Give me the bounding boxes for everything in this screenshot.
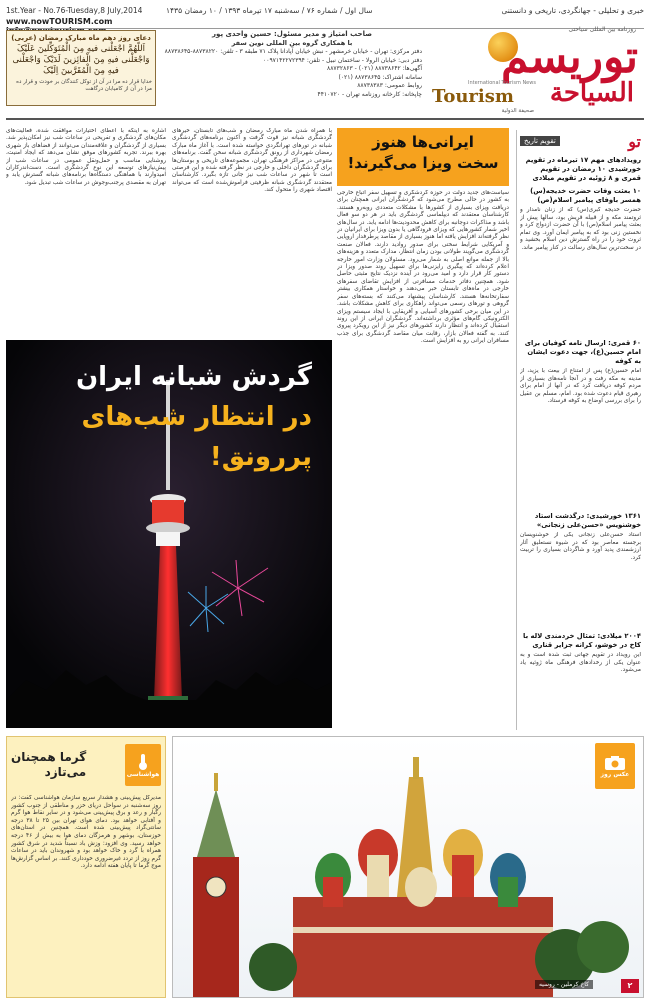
calendar-event-body: این رویداد در تقویم جهانی ثبت شده است و به عنوان یکی از رخدادهای فرهنگی ماه ژوئیه یاد می‌شود. xyxy=(520,652,641,674)
weather-title-1: گرما همچنان xyxy=(11,750,87,764)
calendar-event-title: ۱۰ بعثت وفات حضرت خدیجه(س) همسر باوفای پیامبر اسلام(ص) xyxy=(530,187,641,204)
night-tourism-photo[interactable] xyxy=(6,340,332,728)
feature-headline-1: گردش شبانه ایران xyxy=(75,362,312,392)
contact-urls xyxy=(6,17,246,28)
weather-box xyxy=(6,736,166,998)
prayer-text: اَللّهُمَّ اجْعَلْنی فیهِ مِنَ الْمُتَوَکِّلینَ عَلَیْکَ وَاجْعَلْنی فیهِ مِنَ الْفائِزینَ لَدَیْکَ وَاجْعَلْنی فیهِ مِنَ الْمُقَرَّبینَ اِلَیْکَ xyxy=(12,44,150,76)
publisher-partner: با همکاری گروه بین المللی نوین سفر xyxy=(231,39,353,47)
logo-persian: توریسم xyxy=(500,32,638,83)
prayer-title: دعای روز دهم ماه مبارک رمضان (عربی) xyxy=(11,34,151,42)
camera-icon xyxy=(604,755,626,771)
issue-bar xyxy=(6,4,644,17)
article-column: با همراه شدن ماه مبارک رمضان و شب‌های تابستان، خیرهای گردشگری شبانه نیز قوت گرفت و اکنون برنامه‌های گردشگری شبانه در تورهای تهرانگردی خواسته شده است. با آغاز ماه مبارک رمضان شهرداری از رونق گردشگری شبانه سخن گفت. برنامه‌های متنوعی در مراکز فرهنگی تهران، مجموعه‌های تاریخی و بوستان‌ها برای گردشگران داخلی و خارجی در نظر گرفته شده و این فرصتی است تا شهر در ساعات شب نیز جانی تازه بگیرد. کارشناسان معتقدند گردشگری شبانه ظرفیتی فراموش‌شده است که می‌تواند اقتصاد شهری را متحول کند. xyxy=(172,128,332,194)
weather-badge xyxy=(125,744,161,786)
masthead-divider xyxy=(6,118,644,120)
logo-tagline: روزنامه بین المللی سیاحتی xyxy=(568,26,636,33)
prayer-translation: خدایا قرار ده مرا در آن از توکل کنندگان بر خودت و قرار ده مرا در آن از کامیابان درگاهت xyxy=(16,79,152,92)
issue-info-fa: سال اول / شماره ۷۶ / سه‌شنبه ۱۷ تیرماه ۱۳۹۳ / ۱۰ رمضان ۱۴۳۵ xyxy=(166,6,373,15)
calendar-event-body: حضرت خدیجه کبری(س) که از زنان نامدار و ثروتمند مکه و از قبیله قریش بود، سالها پیش از بعثت پیامبر اسلام(ص) با آن حضرت ازدواج کرد و نخستین زنی بود که به پیامبر ایمان آورد. وی تمام ثروت خود را در راه گسترش دین اسلام بخشید و در سخت‌ترین سال‌های رسالت در کنار پیامبر ماند. xyxy=(520,207,641,251)
visa-article xyxy=(337,128,509,728)
photo-caption: کاخ کرملین - روسیه xyxy=(535,980,593,989)
calendar-event-title: ۱۳۶۱ خورشیدی: درگذشت استاد خوشنویس «حسن‌علی زنجانی» xyxy=(534,512,641,529)
logo-arabic: السياحة xyxy=(549,78,634,108)
night-tourism-article xyxy=(6,128,332,338)
paper-genre: خبری و تحلیلی - جهانگردی، تاریخی و دانستنی xyxy=(501,6,644,15)
visa-article-body: سیاست‌های جدید دولت در حوزه گردشگری و تسهیل سفر اتباع خارجی به کشور در حالی مطرح می‌شود که گردشگران ایرانی همچنان برای دریافت ویزای بسیاری از کشورها با مشکلات متعددی روبه‌رو هستند. کارشناسان معتقدند که دیپلماسی گردشگری باید در هر دو سو فعال باشد و مذاکرات دوجانبه برای کاهش محدودیت‌ها ادامه یابد. در سال‌های اخیر شمار کشورهایی که ویزای فرودگاهی یا بدون ویزا برای ایرانیان در نظر گرفته‌اند افزایش یافته اما هنوز بسیاری از مقاصد پرطرفدار اروپایی و آمریکایی شرایط سختی برای صدور روادید دارند. فعالان صنعت گردشگری می‌گویند طولانی بودن زمان انتظار، مدارک متعدد و هزینه‌های بالا از جمله موانع اصلی به شمار می‌رود. مسئولان وزارت امور خارجه اعلام کرده‌اند که پیگیری رایزنی‌ها برای تسهیل روند صدور ویزا در دستور کار قرار دارد و امید می‌رود در آینده نزدیک نتایج مثبتی حاصل شود. همچنین دفاتر خدمات مسافرتی از افزایش تقاضای سفرهای خارجی در ماه‌های تابستان خبر می‌دهند و خواستار همکاری بیشتر سفارتخانه‌ها هستند. کارشناسان پیشنهاد می‌کنند که بسته‌های سفر گروهی و تورهای رسمی می‌تواند راهکاری برای کاهش مشکلات باشد. در این میان برخی کشورهای آسیایی و آفریقایی با ایجاد سیستم ویزای الکترونیکی گام‌های مؤثری برداشته‌اند. گردشگران ایرانی از این روند استقبال کرده‌اند و انتظار دارند کشورهای دیگر نیز از این رویکرد پیروی کنند. به گفته فعالان بازار، رقابت میان مقاصد گردشگری برای جذب مسافران ایرانی رو به افزایش است. xyxy=(337,190,509,345)
info-line: چاپخانه: کارخانه روزنامه تهران - ۴۴۱۰۷۲۰ xyxy=(317,90,422,98)
thermometer-icon xyxy=(133,753,153,771)
info-line: دفتر دبی: خیابان الرولا - ساختمان نبیل - تلفن: ۰۰۹۷۱۴۲۲۷۲۳۹۴ xyxy=(263,56,422,64)
info-line: دفتر مرکزی: تهران - خیابان خرمشهر - نبش خیابان آپادانا پلاک ۷۱ طبقه ۳ - تلفن: ۸۸۷۳۸۲۲۰-۸۸۷۳۸۶۴۵ xyxy=(164,48,422,55)
calendar-event-body: استاد حسن‌علی زنجانی یکی از خوشنویسان برجسته معاصر بود که در شیوه نستعلیق آثار ارزشمندی پدید آورد و شاگردان بسیاری را تربیت کرد. xyxy=(520,532,641,561)
kremlin-illustration xyxy=(173,737,644,998)
brand-mark: تو xyxy=(628,131,641,151)
calendar-event-title: ۶۰ قمری: ارسال نامه کوفیان برای امام حسین(ع)، جهت دعوت ایشان به کوفه xyxy=(524,339,641,365)
newspaper-logo[interactable] xyxy=(428,20,644,112)
visa-headline-line1: ایرانی‌ها هنوز xyxy=(372,133,474,151)
publisher-name: صاحب امتیاز و مدیر مسئول: حسین واحدی پور xyxy=(212,30,372,38)
info-line: سامانه اشتراک: ۸۸۷۳۸۶۴۵ (۰۲۱) xyxy=(338,73,422,81)
milad-tower-illustration xyxy=(6,340,332,728)
section-label: تقویم تاریخ xyxy=(520,136,560,146)
logo-subline: صحیفة الدولیة xyxy=(501,108,534,114)
logo-english-sub: International Tourism News xyxy=(468,80,536,86)
feature-headline-2: در انتظار شب‌های xyxy=(81,402,312,432)
article-column: اشاره به اینکه با اعطای اختیارات موافقت شده، فعالیت‌های مکان‌های گردشگری و تفریحی در ساعات شب نیز امکان‌پذیر شد. بسیاری از گردشگران و علاقه‌مندان می‌توانند از فضاهای باز شهری بهره ببرند. تجربه کشورهای موفق نشان می‌دهد که ایجاد امنیت، روشنایی مناسب و حمل‌ونقل عمومی در ساعات شب از پیش‌نیازهای توسعه این نوع گردشگری است. دست‌اندرکاران امیدوارند با هماهنگی دستگاه‌ها برنامه‌های شبانه گسترش یابد و تهران به مقصدی پرجنب‌وجوش در ساعات شب تبدیل شود. xyxy=(6,128,166,186)
history-calendar-column xyxy=(516,130,644,730)
info-line: آگهی‌ها: ۸۸۷۳۸۶۴۲ (۰۲۱) - ۸۸۷۳۲۸۶۳ xyxy=(326,65,422,73)
ramadan-prayer-box xyxy=(6,30,156,106)
issue-info-en: 1st.Year - No.76-Tuesday,8 July,2014 xyxy=(6,6,143,15)
calendar-intro: رویدادهای مهم ۱۷ تیرماه در تقویم خورشیدی ۱۰ رمضان در تقویم قمری و ۸ ژوئیه در تقویم میلادی xyxy=(525,156,641,182)
weather-body: مدیرکل پیش‌بینی و هشدار سریع سازمان هواشناسی گفت: در روز سه‌شنبه در سواحل دریای خزر و مناطقی از جنوب کشور رگبار و رعد و برق پیش‌بینی می‌شود و در سایر نقاط هوا گرم و آفتابی خواهد بود. دمای هوای تهران بین ۲۵ تا ۳۸ درجه سانتی‌گراد پیش‌بینی شده است. همچنین در استان‌های خوزستان، بوشهر و هرمزگان دمای هوا به بیش از ۴۶ درجه خواهد رسید. وی افزود: وزش باد نسبتاً شدید در شرق کشور همراه با گرد و خاک خواهد بود و شهروندان باید در ساعات گرم روز از تردد غیرضروری خودداری کنند. بر اساس گزارش‌ها موج گرما تا پایان هفته ادامه دارد. xyxy=(11,795,161,870)
feature-headline-3: پررونق! xyxy=(209,442,312,472)
photo-of-the-day[interactable] xyxy=(172,736,644,998)
weather-badge-label: هواشناسی xyxy=(126,770,160,778)
website-link[interactable]: www.nowTOURISM.com xyxy=(6,17,113,26)
photo-badge xyxy=(595,743,635,789)
calendar-header xyxy=(520,130,641,152)
page-number: ۲ xyxy=(621,979,639,993)
info-line: روابط عمومی: ۸۸۷۳۸۳۸۳ xyxy=(357,82,422,90)
calendar-event-body: امام حسین(ع) پس از امتناع از بیعت با یزید، از مدینه به مکه رفت و در آنجا نامه‌های بسیاری از مردم کوفه دریافت کرد که در آنها از امام برای رهبری قیام دعوت شده بود. امام، مسلم بن عقیل را برای بررسی اوضاع به کوفه فرستاد. xyxy=(520,368,641,405)
visa-headline-box[interactable] xyxy=(337,128,509,186)
photo-badge-label: عکس روز xyxy=(600,770,630,778)
calendar-event-title: ۲۰۰۴ میلادی: تمثال خردمندی لاله با کاخ در خوشو، کرانه جزایر قناری xyxy=(523,632,641,649)
weather-title-2: می‌تازد xyxy=(44,765,87,779)
visa-headline-line2: سخت ویزا می‌گیرند! xyxy=(347,154,499,172)
logo-english: Tourism xyxy=(432,86,514,107)
publisher-info xyxy=(162,30,422,106)
